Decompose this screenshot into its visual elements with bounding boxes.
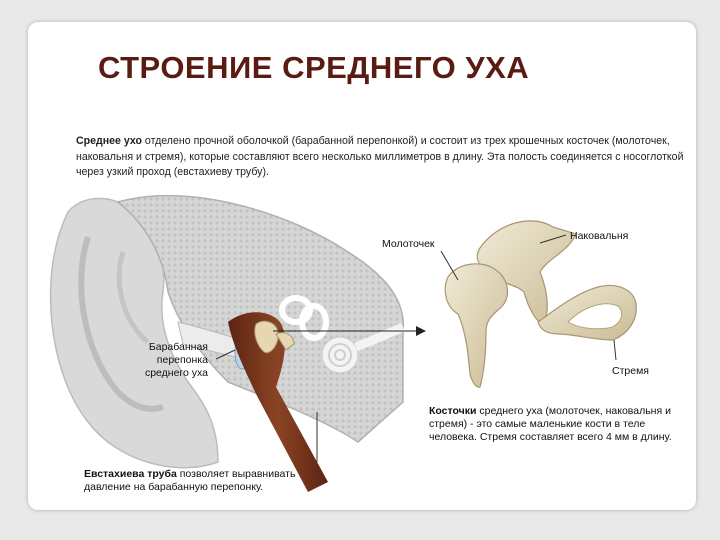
page-title: СТРОЕНИЕ СРЕДНЕГО УХА — [98, 50, 530, 85]
label-incus: Наковальня — [570, 230, 629, 242]
ossicles-note-term: Косточки — [429, 405, 477, 417]
eustachian-note-text: позволяет выравнивать давление на барабанную перепонку. — [84, 468, 296, 493]
intro-paragraph — [76, 134, 688, 181]
ossicles-enlarged — [445, 221, 636, 387]
label-stapes: Стремя — [612, 365, 649, 377]
label-eardrum-line3: среднего уха — [144, 367, 208, 379]
label-eardrum-line2: перепонка — [156, 354, 208, 366]
label-malleus: Молоточек — [382, 238, 435, 250]
eustachian-note-term: Евстахиева труба — [84, 468, 177, 480]
eustachian-note — [84, 468, 324, 494]
intro-text: отделено прочной оболочкой (барабанной перепонкой) и состоит из трех крошечных косточек (молоточек, наковальня и стремя), которые составляют всего несколько миллиметров в длину. Эта полость соединяется с носоглоткой через узкий проход (евстахиеву трубу). — [76, 135, 684, 179]
malleus-bone — [445, 264, 507, 387]
slide — [28, 22, 696, 510]
ossicles-note — [429, 405, 679, 444]
magnify-arrow-head — [416, 326, 426, 336]
ossicles-note-text: среднего уха (молоточек, наковальня и стремя) - это самые маленькие кости в теле человека. Стремя составляет всего 4 мм в длину. — [429, 405, 672, 443]
label-eardrum — [126, 341, 208, 380]
intro-term: Среднее ухо — [76, 135, 142, 147]
label-eardrum-line1: Барабанная — [148, 341, 208, 353]
